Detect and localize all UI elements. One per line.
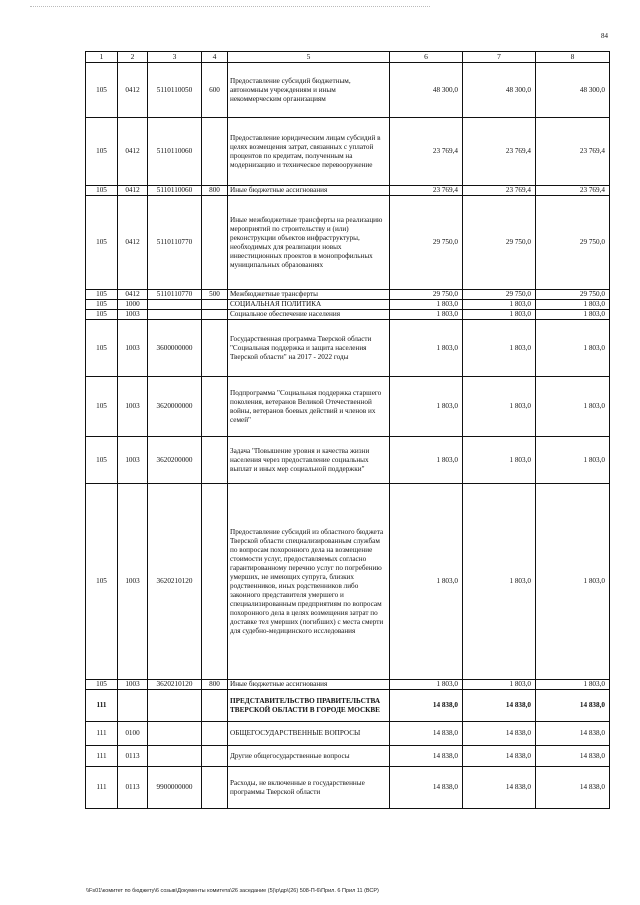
cell-amount-year1: 1 803,0 xyxy=(390,437,463,484)
cell-expense-type xyxy=(202,118,228,186)
cell-amount-year2: 1 803,0 xyxy=(463,320,536,377)
cell-amount-year3: 23 769,4 xyxy=(536,118,610,186)
cell-target-article: 3620000000 xyxy=(148,377,202,437)
cell-expense-type xyxy=(202,767,228,809)
cell-description: ПРЕДСТАВИТЕЛЬСТВО ПРАВИТЕЛЬСТВА ТВЕРСКОЙ ОБЛАСТИ В ГОРОДЕ МОСКВЕ xyxy=(228,690,390,722)
cell-ministry-code: 105 xyxy=(86,377,118,437)
cell-expense-type xyxy=(202,377,228,437)
cell-ministry-code: 105 xyxy=(86,63,118,118)
cell-ministry-code: 105 xyxy=(86,300,118,310)
table-row xyxy=(86,320,610,377)
cell-amount-year3: 48 300,0 xyxy=(536,63,610,118)
cell-amount-year1: 1 803,0 xyxy=(390,680,463,690)
cell-target-article: 3600000000 xyxy=(148,320,202,377)
table-row xyxy=(86,746,610,767)
cell-target-article: 5110110060 xyxy=(148,186,202,196)
cell-ministry-code: 105 xyxy=(86,310,118,320)
cell-amount-year2: 1 803,0 xyxy=(463,484,536,680)
table-row xyxy=(86,118,610,186)
cell-expense-type xyxy=(202,437,228,484)
cell-description: Другие общегосударственные вопросы xyxy=(228,746,390,767)
cell-section-code: 1003 xyxy=(118,484,148,680)
cell-amount-year3: 1 803,0 xyxy=(536,377,610,437)
cell-expense-type xyxy=(202,484,228,680)
cell-section-code: 1000 xyxy=(118,300,148,310)
cell-amount-year2: 1 803,0 xyxy=(463,300,536,310)
header-cell: 8 xyxy=(536,52,610,63)
table-header-row xyxy=(86,52,610,63)
header-cell: 5 xyxy=(228,52,390,63)
scan-artifact-line xyxy=(30,6,430,10)
cell-ministry-code: 111 xyxy=(86,690,118,722)
cell-target-article xyxy=(148,310,202,320)
cell-description: Подпрограмма "Социальная поддержка старшего поколения, ветеранов Великой Отечественной войны, ветеранов боевых действий и членов их семей" xyxy=(228,377,390,437)
cell-ministry-code: 105 xyxy=(86,320,118,377)
cell-section-code: 0113 xyxy=(118,767,148,809)
cell-amount-year3: 14 838,0 xyxy=(536,690,610,722)
cell-amount-year3: 14 838,0 xyxy=(536,746,610,767)
cell-expense-type: 800 xyxy=(202,186,228,196)
cell-amount-year1: 29 750,0 xyxy=(390,196,463,290)
table-row xyxy=(86,484,610,680)
cell-expense-type: 500 xyxy=(202,290,228,300)
cell-expense-type xyxy=(202,300,228,310)
cell-amount-year2: 1 803,0 xyxy=(463,377,536,437)
table-row xyxy=(86,377,610,437)
cell-section-code: 0412 xyxy=(118,63,148,118)
cell-target-article: 5110110770 xyxy=(148,196,202,290)
file-path-footer: \\Fs01\комитет по бюджету\6 созыв\Документы комитета\26 заседание (5)\р\др\(26) 508-П-6\Прил. 6 Прил 11 (ВСР) xyxy=(86,888,379,894)
table-row xyxy=(86,63,610,118)
cell-amount-year3: 1 803,0 xyxy=(536,320,610,377)
cell-target-article: 3620200000 xyxy=(148,437,202,484)
cell-description: Расходы, не включенные в государственные программы Тверской области xyxy=(228,767,390,809)
cell-target-article xyxy=(148,746,202,767)
cell-section-code: 1003 xyxy=(118,310,148,320)
cell-amount-year3: 1 803,0 xyxy=(536,310,610,320)
cell-section-code: 1003 xyxy=(118,320,148,377)
header-cell: 7 xyxy=(463,52,536,63)
cell-amount-year3: 14 838,0 xyxy=(536,722,610,746)
cell-amount-year2: 14 838,0 xyxy=(463,746,536,767)
cell-expense-type xyxy=(202,690,228,722)
table-row xyxy=(86,196,610,290)
cell-amount-year3: 1 803,0 xyxy=(536,300,610,310)
cell-description: Межбюджетные трансферты xyxy=(228,290,390,300)
table-row xyxy=(86,437,610,484)
header-cell: 2 xyxy=(118,52,148,63)
cell-amount-year3: 23 769,4 xyxy=(536,186,610,196)
table-row xyxy=(86,680,610,690)
table-row xyxy=(86,690,610,722)
cell-amount-year3: 1 803,0 xyxy=(536,680,610,690)
cell-amount-year3: 29 750,0 xyxy=(536,196,610,290)
cell-amount-year3: 14 838,0 xyxy=(536,767,610,809)
cell-target-article: 3620210120 xyxy=(148,680,202,690)
cell-amount-year2: 23 769,4 xyxy=(463,118,536,186)
cell-ministry-code: 105 xyxy=(86,437,118,484)
cell-amount-year1: 14 838,0 xyxy=(390,767,463,809)
cell-description: ОБЩЕГОСУДАРСТВЕННЫЕ ВОПРОСЫ xyxy=(228,722,390,746)
cell-amount-year1: 1 803,0 xyxy=(390,320,463,377)
cell-target-article: 5110110770 xyxy=(148,290,202,300)
header-cell: 1 xyxy=(86,52,118,63)
cell-expense-type: 600 xyxy=(202,63,228,118)
cell-amount-year2: 1 803,0 xyxy=(463,680,536,690)
cell-ministry-code: 105 xyxy=(86,484,118,680)
cell-amount-year2: 1 803,0 xyxy=(463,437,536,484)
table-row xyxy=(86,722,610,746)
cell-target-article: 5110110050 xyxy=(148,63,202,118)
cell-description: Предоставление юридическим лицам субсидий в целях возмещения затрат, связанных с уплатой процентов по кредитам, полученным на модернизацию и техническое перевооружение xyxy=(228,118,390,186)
cell-section-code: 0100 xyxy=(118,722,148,746)
cell-amount-year2: 48 300,0 xyxy=(463,63,536,118)
cell-section-code: 0412 xyxy=(118,186,148,196)
cell-expense-type xyxy=(202,746,228,767)
page-number: 84 xyxy=(601,32,608,40)
cell-section-code: 1003 xyxy=(118,437,148,484)
cell-amount-year2: 29 750,0 xyxy=(463,290,536,300)
header-cell: 3 xyxy=(148,52,202,63)
cell-ministry-code: 111 xyxy=(86,746,118,767)
table-row xyxy=(86,300,610,310)
cell-amount-year1: 1 803,0 xyxy=(390,377,463,437)
table-row xyxy=(86,767,610,809)
cell-amount-year2: 1 803,0 xyxy=(463,310,536,320)
cell-section-code: 0412 xyxy=(118,196,148,290)
cell-amount-year3: 29 750,0 xyxy=(536,290,610,300)
header-cell: 4 xyxy=(202,52,228,63)
cell-section-code xyxy=(118,690,148,722)
cell-expense-type xyxy=(202,196,228,290)
cell-amount-year1: 1 803,0 xyxy=(390,310,463,320)
cell-target-article xyxy=(148,722,202,746)
table-row xyxy=(86,290,610,300)
cell-description: СОЦИАЛЬНАЯ ПОЛИТИКА xyxy=(228,300,390,310)
cell-expense-type: 800 xyxy=(202,680,228,690)
cell-amount-year1: 1 803,0 xyxy=(390,300,463,310)
cell-target-article: 3620210120 xyxy=(148,484,202,680)
header-cell: 6 xyxy=(390,52,463,63)
cell-section-code: 0412 xyxy=(118,118,148,186)
cell-amount-year1: 48 300,0 xyxy=(390,63,463,118)
cell-amount-year2: 14 838,0 xyxy=(463,690,536,722)
cell-ministry-code: 105 xyxy=(86,186,118,196)
cell-description: Иные бюджетные ассигнования xyxy=(228,186,390,196)
cell-description: Предоставление субсидий бюджетным, автономным учреждениям и иным некоммерческим организациям xyxy=(228,63,390,118)
cell-description: Иные бюджетные ассигнования xyxy=(228,680,390,690)
cell-description: Иные межбюджетные трансферты на реализацию мероприятий по строительству и (или) реконструкции объектов инфраструктуры, необходимых для реализации новых инвестиционных проектов в монопрофильных муниципальных образованиях xyxy=(228,196,390,290)
budget-table xyxy=(85,51,610,809)
cell-target-article xyxy=(148,690,202,722)
cell-ministry-code: 105 xyxy=(86,290,118,300)
cell-ministry-code: 105 xyxy=(86,196,118,290)
cell-description: Государственная программа Тверской области "Социальная поддержка и защита населения Тверской области" на 2017 - 2022 годы xyxy=(228,320,390,377)
cell-section-code: 1003 xyxy=(118,680,148,690)
cell-ministry-code: 105 xyxy=(86,118,118,186)
cell-amount-year2: 14 838,0 xyxy=(463,767,536,809)
cell-amount-year3: 1 803,0 xyxy=(536,437,610,484)
cell-target-article: 5110110060 xyxy=(148,118,202,186)
cell-expense-type xyxy=(202,320,228,377)
cell-expense-type xyxy=(202,310,228,320)
cell-description: Задача "Повышение уровня и качества жизни населения через предоставление социальных выплат и иных мер социальной поддержки" xyxy=(228,437,390,484)
cell-ministry-code: 105 xyxy=(86,680,118,690)
cell-amount-year1: 14 838,0 xyxy=(390,690,463,722)
cell-amount-year2: 23 769,4 xyxy=(463,186,536,196)
cell-description: Предоставление субсидий из областного бюджета Тверской области специализированным службам по вопросам похоронного дела на возмещение стоимости услуг, предоставляемых согласно гарантированному перечню услуг по погребению умерших, не имеющих супруга, близких родственников, иных родственников либо законного представителя умершего и специализированным предприятиям по вопросам похоронного дела в целях возмещения затрат по доставке тел умерших (погибших) с места смерти для судебно-медицинского исследования xyxy=(228,484,390,680)
cell-amount-year1: 23 769,4 xyxy=(390,186,463,196)
cell-amount-year1: 23 769,4 xyxy=(390,118,463,186)
cell-section-code: 0113 xyxy=(118,746,148,767)
cell-section-code: 1003 xyxy=(118,377,148,437)
cell-target-article xyxy=(148,300,202,310)
cell-description: Социальное обеспечение населения xyxy=(228,310,390,320)
cell-section-code: 0412 xyxy=(118,290,148,300)
cell-amount-year1: 14 838,0 xyxy=(390,746,463,767)
cell-ministry-code: 111 xyxy=(86,767,118,809)
table-row xyxy=(86,186,610,196)
cell-amount-year1: 14 838,0 xyxy=(390,722,463,746)
cell-amount-year2: 14 838,0 xyxy=(463,722,536,746)
cell-ministry-code: 111 xyxy=(86,722,118,746)
cell-target-article: 9900000000 xyxy=(148,767,202,809)
cell-amount-year1: 29 750,0 xyxy=(390,290,463,300)
cell-amount-year3: 1 803,0 xyxy=(536,484,610,680)
cell-amount-year2: 29 750,0 xyxy=(463,196,536,290)
cell-amount-year1: 1 803,0 xyxy=(390,484,463,680)
table-row xyxy=(86,310,610,320)
cell-expense-type xyxy=(202,722,228,746)
